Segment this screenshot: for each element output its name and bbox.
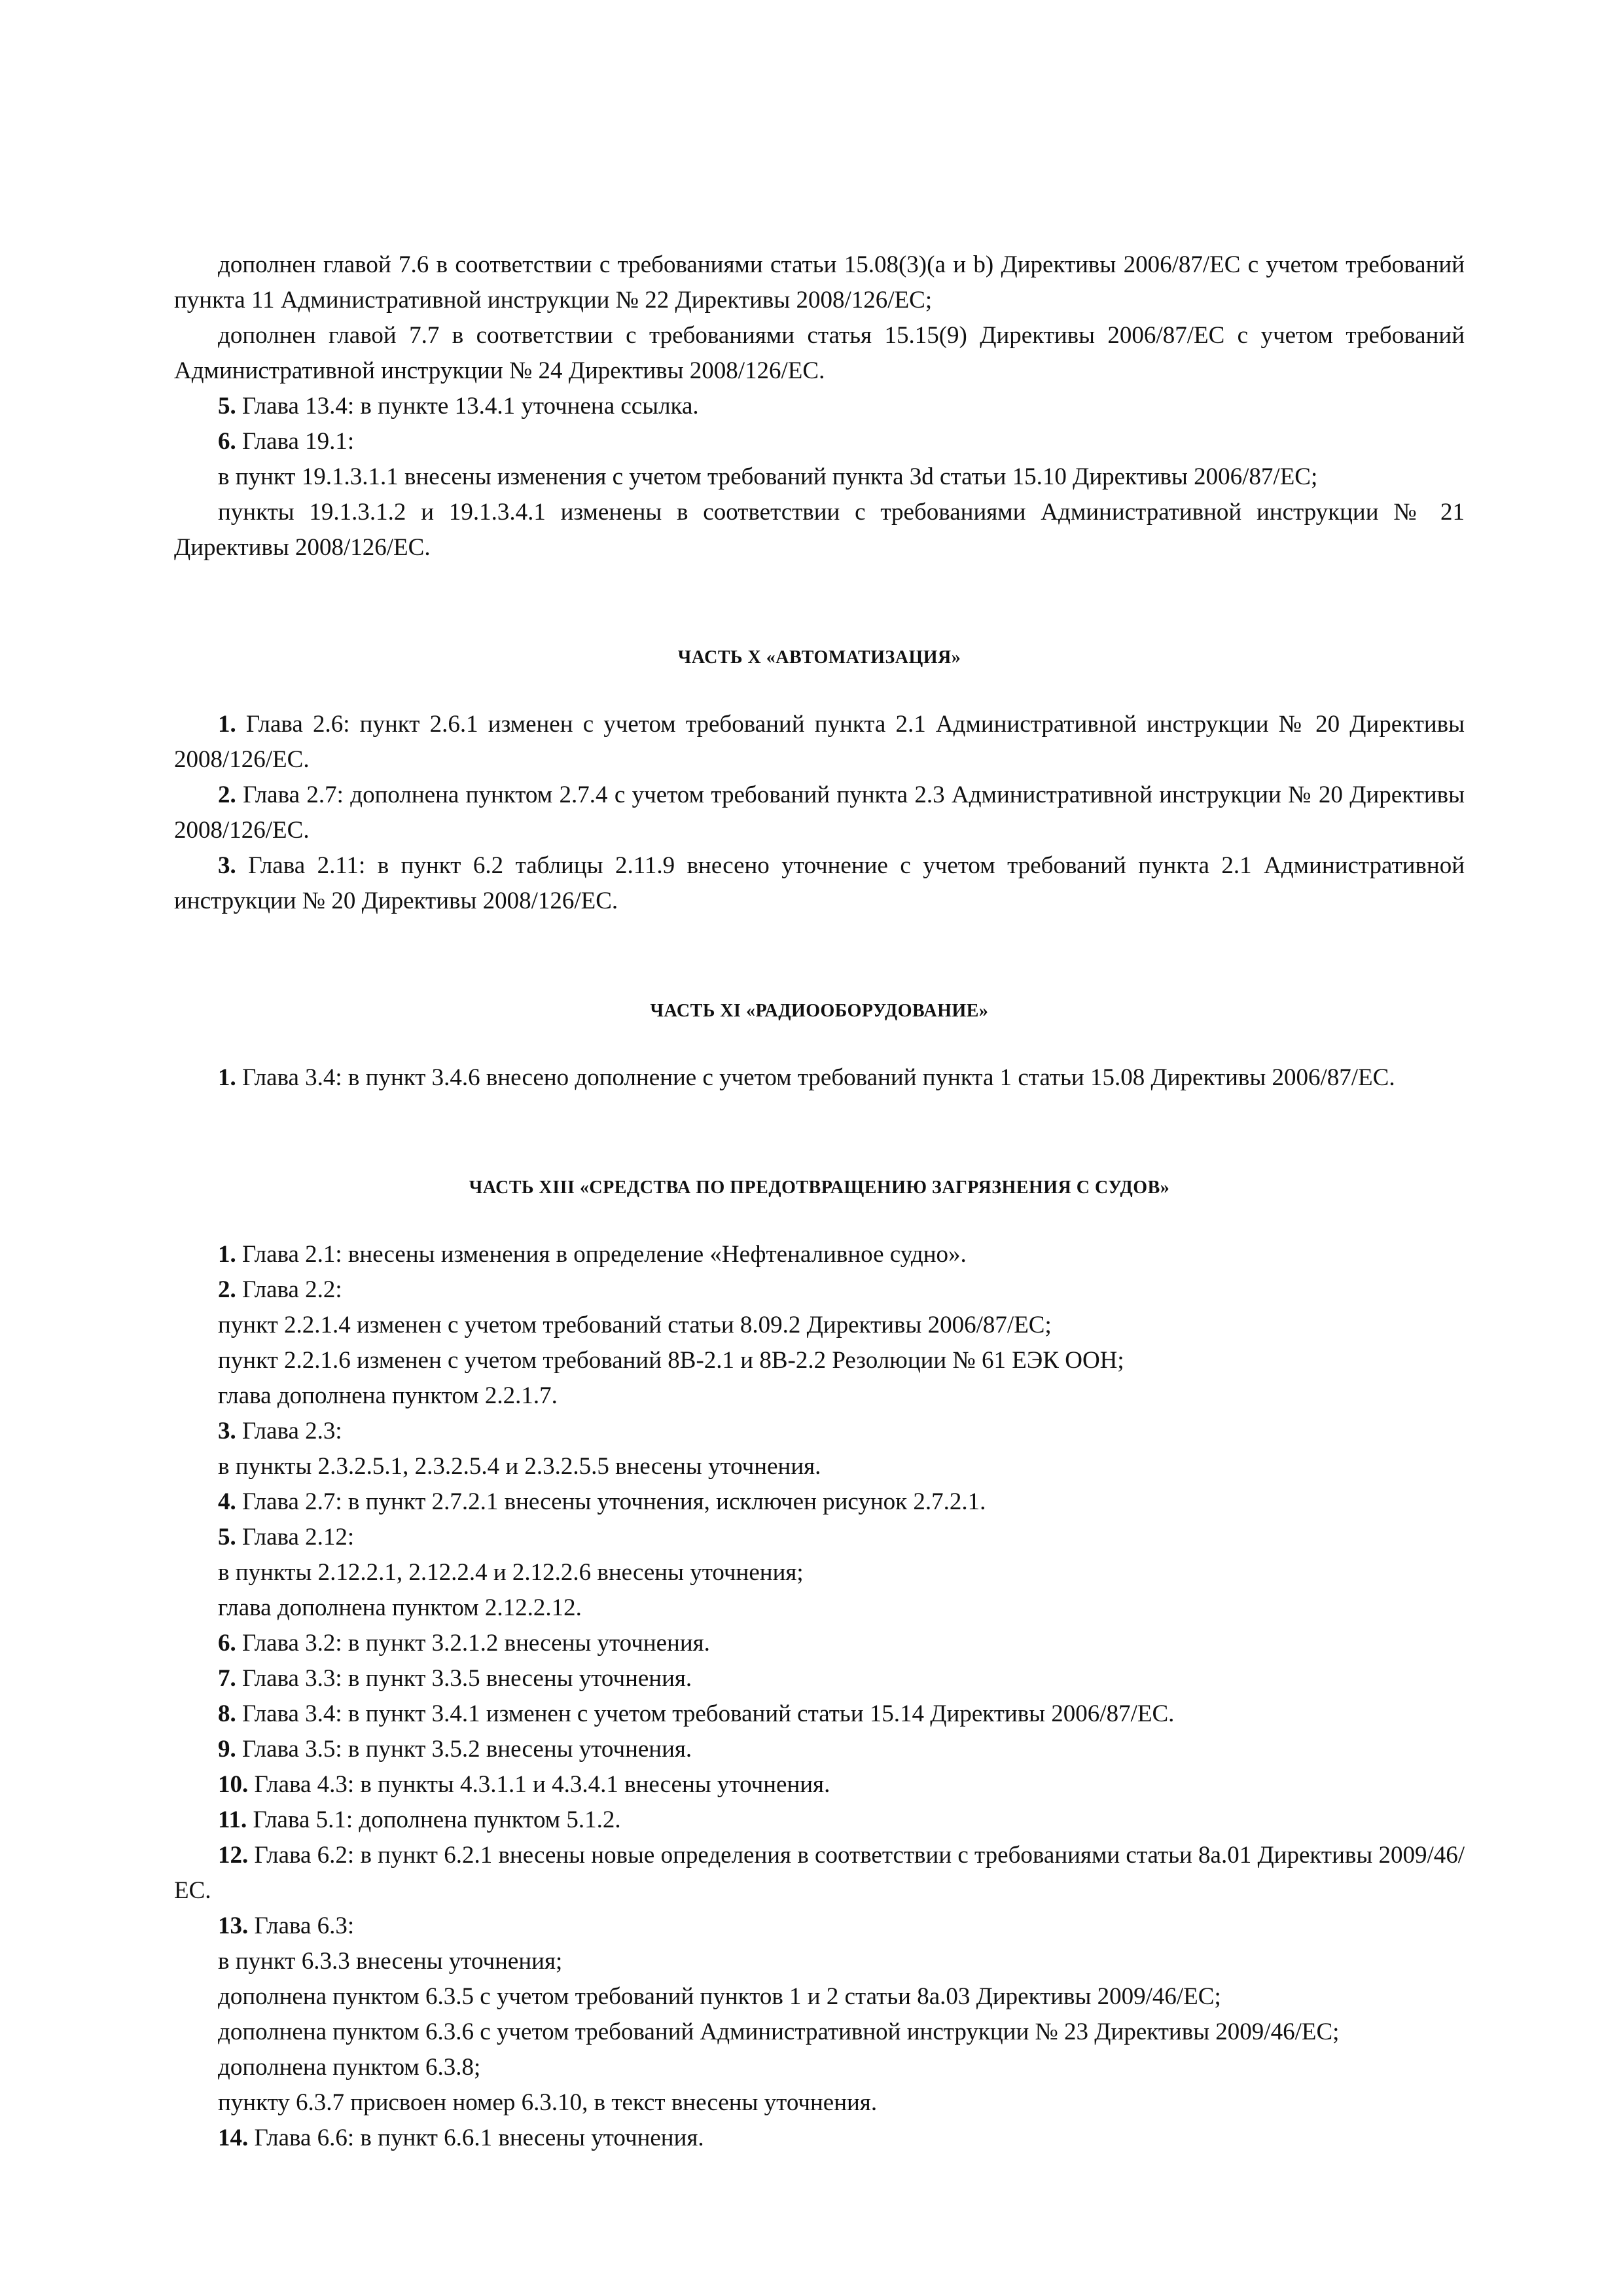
item-number: 6. — [218, 428, 236, 455]
item-number: 14. — [218, 2125, 249, 2151]
paragraph-text: дополнен главой 7.7 в соответствии с требованиями статья 15.15(9) Директивы 2006/87/ЕС с учетом требований Административной инструкции № 24 Директивы 2008/126/ЕС. — [174, 322, 1465, 384]
paragraph-text: Глава 3.4: в пункт 3.4.1 изменен с учетом требований статьи 15.14 Директивы 2006/87/ЕС. — [242, 1700, 1175, 1727]
item-number: 2. — [218, 781, 236, 808]
paragraph-text: пункту 6.3.7 присвоен номер 6.3.10, в текст внесены уточнения. — [218, 2089, 878, 2116]
paragraph-text: дополнена пунктом 6.3.6 с учетом требований Административной инструкции № 23 Директивы 2009/46/ЕС; — [218, 2018, 1340, 2045]
paragraph — [174, 848, 1465, 919]
paragraph-text: дополнена пунктом 6.3.5 с учетом требований пунктов 1 и 2 статьи 8а.03 Директивы 2009/46/ЕС; — [218, 1983, 1221, 2010]
paragraph-text: Глава 2.3: — [242, 1418, 342, 1444]
paragraph — [174, 1414, 1465, 1449]
paragraph-text: Глава 6.6: в пункт 6.6.1 внесены уточнения. — [254, 2125, 704, 2151]
paragraph-text: Глава 4.3: в пункты 4.3.1.1 и 4.3.4.1 внесены уточнения. — [254, 1771, 830, 1798]
paragraph — [174, 1661, 1465, 1696]
paragraph — [174, 778, 1465, 848]
paragraph — [174, 1944, 1465, 1979]
item-number: 8. — [218, 1700, 236, 1727]
paragraph — [174, 2050, 1465, 2085]
paragraph — [174, 1555, 1465, 1590]
paragraph — [174, 1060, 1465, 1096]
part-xi-heading: ЧАСТЬ XI «РАДИООБОРУДОВАНИЕ» — [650, 1001, 989, 1021]
paragraph — [174, 2015, 1465, 2050]
paragraph — [174, 1626, 1465, 1661]
document-page — [174, 247, 1465, 2156]
paragraph-text: Глава 2.7: в пункт 2.7.2.1 внесены уточнения, исключен рисунок 2.7.2.1. — [242, 1488, 986, 1515]
item-number: 5. — [218, 1524, 236, 1551]
paragraph-text: пункты 19.1.3.1.2 и 19.1.3.4.1 изменены в соответствии с требованиями Административной инструкции № 21 Директивы 2008/126/ЕС. — [174, 499, 1465, 561]
intro-section — [174, 247, 1465, 565]
part-x-items — [174, 707, 1465, 919]
part-xiii-heading: ЧАСТЬ XIII «СРЕДСТВА ПО ПРЕДОТВРАЩЕНИЮ ЗАГРЯЗНЕНИЯ С СУДОВ» — [469, 1177, 1170, 1198]
paragraph-text: Глава 3.4: в пункт 3.4.6 внесено дополнение с учетом требований пункта 1 статьи 15.08 Директивы 2006/87/ЕС. — [242, 1064, 1395, 1091]
paragraph — [174, 247, 1465, 318]
item-number: 3. — [218, 852, 236, 879]
paragraph-text: Глава 3.2: в пункт 3.2.1.2 внесены уточнения. — [242, 1630, 710, 1657]
item-number: 1. — [218, 711, 236, 738]
paragraph — [174, 1590, 1465, 1626]
paragraph-text: Глава 2.11: в пункт 6.2 таблицы 2.11.9 внесено уточнение с учетом требований пункта 2.1 Административной инструкции № 20 Директивы 2008/126/ЕС. — [174, 852, 1465, 914]
paragraph-text: в пункты 2.12.2.1, 2.12.2.4 и 2.12.2.6 внесены уточнения; — [218, 1559, 804, 1586]
paragraph-text: Глава 13.4: в пункте 13.4.1 уточнена ссылка. — [242, 393, 699, 420]
paragraph — [174, 2085, 1465, 2121]
item-number: 11. — [218, 1806, 247, 1833]
paragraph-text: дополнена пунктом 6.3.8; — [218, 2054, 481, 2081]
paragraph — [174, 389, 1465, 424]
paragraph-text: Глава 6.3: — [254, 1912, 355, 1939]
paragraph — [174, 318, 1465, 389]
paragraph-text: Глава 3.3: в пункт 3.3.5 внесены уточнения. — [242, 1665, 692, 1692]
part-xiii-section — [174, 1170, 1465, 2156]
paragraph-text: в пункт 6.3.3 внесены уточнения; — [218, 1948, 563, 1975]
paragraph-text: Глава 2.12: — [242, 1524, 355, 1551]
part-xi-section — [174, 994, 1465, 1096]
paragraph-text: Глава 2.1: внесены изменения в определение «Нефтеналивное судно». — [242, 1241, 967, 1268]
paragraph-text: пункт 2.2.1.6 изменен с учетом требований 8В-2.1 и 8В-2.2 Резолюции № 61 ЕЭК ООН; — [218, 1347, 1124, 1374]
paragraph — [174, 1979, 1465, 2015]
paragraph-text: Глава 2.2: — [242, 1276, 342, 1303]
paragraph-text: Глава 2.7: дополнена пунктом 2.7.4 с учетом требований пункта 2.3 Административной инструкции № 20 Директивы 2008/126/ЕС. — [174, 781, 1465, 844]
paragraph-text: глава дополнена пунктом 2.2.1.7. — [218, 1382, 558, 1409]
paragraph — [174, 707, 1465, 778]
paragraph — [174, 1378, 1465, 1414]
paragraph — [174, 1272, 1465, 1308]
paragraph — [174, 1696, 1465, 1732]
paragraph-text: дополнен главой 7.6 в соответствии с требованиями статьи 15.08(3)(a и b) Директивы 2006/87/ЕС с учетом требований пункта 11 Административной инструкции № 22 Директивы 2008/126/ЕС; — [174, 251, 1465, 314]
item-number: 4. — [218, 1488, 236, 1515]
paragraph-text: в пункты 2.3.2.5.1, 2.3.2.5.4 и 2.3.2.5.5 внесены уточнения. — [218, 1453, 821, 1480]
paragraph-text: Глава 6.2: в пункт 6.2.1 внесены новые определения в соответствии с требованиями статьи 8а.01 Директивы 2009/46/ЕС. — [174, 1842, 1465, 1904]
item-number: 2. — [218, 1276, 236, 1303]
paragraph — [174, 1308, 1465, 1343]
paragraph — [174, 1237, 1465, 1272]
paragraph-text: Глава 5.1: дополнена пунктом 5.1.2. — [253, 1806, 621, 1833]
item-number: 1. — [218, 1241, 236, 1268]
item-number: 5. — [218, 393, 236, 420]
item-number: 9. — [218, 1736, 236, 1763]
paragraph-text: Глава 3.5: в пункт 3.5.2 внесены уточнения. — [242, 1736, 692, 1763]
paragraph — [174, 2121, 1465, 2156]
paragraph — [174, 1767, 1465, 1803]
paragraph — [174, 1838, 1465, 1909]
paragraph-text: пункт 2.2.1.4 изменен с учетом требований статьи 8.09.2 Директивы 2006/87/ЕС; — [218, 1312, 1052, 1338]
paragraph — [174, 1520, 1465, 1555]
paragraph — [174, 1484, 1465, 1520]
item-number: 3. — [218, 1418, 236, 1444]
paragraph-text: Глава 2.6: пункт 2.6.1 изменен с учетом требований пункта 2.1 Административной инструкции № 20 Директивы 2008/126/ЕС. — [174, 711, 1465, 773]
paragraph — [174, 1343, 1465, 1378]
paragraph-text: Глава 19.1: — [242, 428, 355, 455]
part-x-section — [174, 640, 1465, 919]
paragraph — [174, 1909, 1465, 1944]
paragraph — [174, 1449, 1465, 1484]
paragraph — [174, 459, 1465, 495]
item-number: 12. — [218, 1842, 249, 1869]
paragraph — [174, 495, 1465, 565]
item-number: 10. — [218, 1771, 249, 1798]
item-number: 6. — [218, 1630, 236, 1657]
item-number: 1. — [218, 1064, 236, 1091]
part-xi-items — [174, 1060, 1465, 1096]
paragraph-text: в пункт 19.1.3.1.1 внесены изменения с учетом требований пункта 3d статьи 15.10 Директивы 2006/87/ЕС; — [218, 463, 1318, 490]
part-x-heading: ЧАСТЬ X «АВТОМАТИЗАЦИЯ» — [677, 647, 961, 668]
paragraph — [174, 1732, 1465, 1767]
part-xiii-items — [174, 1237, 1465, 2156]
paragraph-text: глава дополнена пунктом 2.12.2.12. — [218, 1594, 582, 1621]
item-number: 7. — [218, 1665, 236, 1692]
paragraph — [174, 424, 1465, 459]
paragraph — [174, 1803, 1465, 1838]
item-number: 13. — [218, 1912, 249, 1939]
